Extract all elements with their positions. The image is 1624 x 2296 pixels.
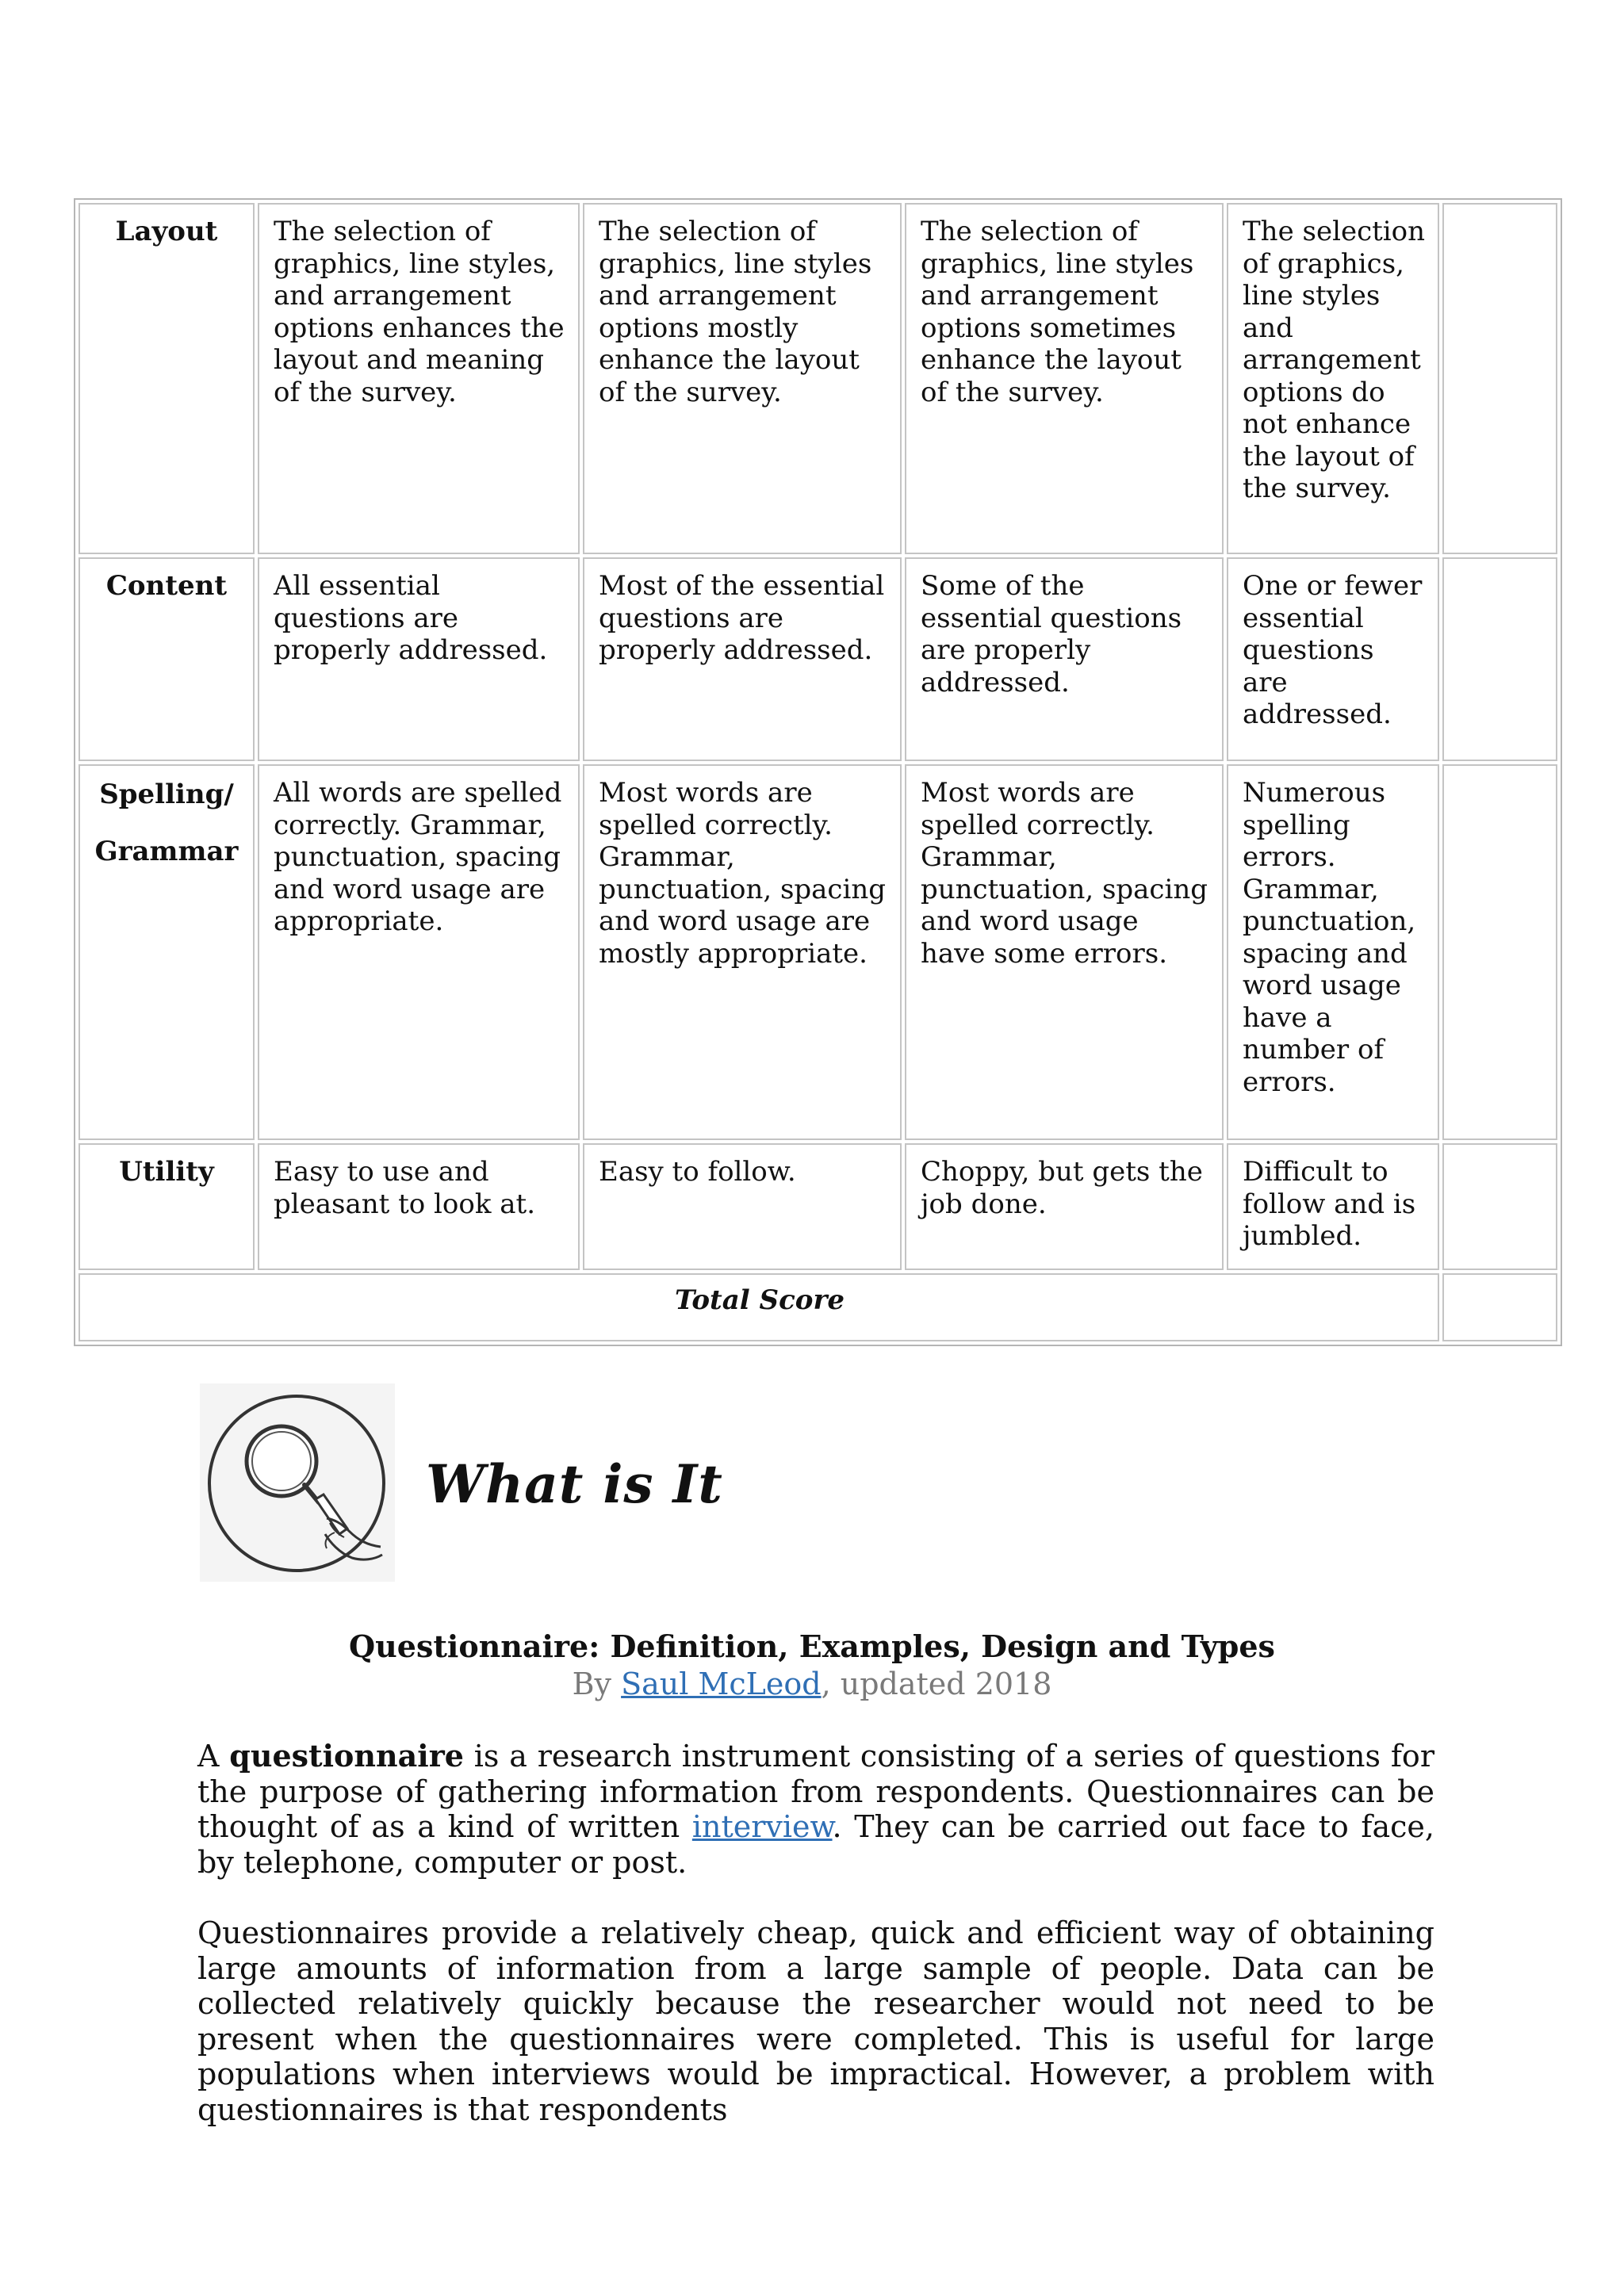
rubric-cell: Easy to use and pleasant to look at. bbox=[258, 1143, 580, 1270]
rubric-cell: Most words are spelled correctly. Grammar, punctuation, spacing and word usage are mostly appropriate. bbox=[583, 764, 902, 1140]
rubric-cell: Some of the essential questions are properly addressed. bbox=[905, 557, 1224, 761]
criterion-cell: Utility bbox=[79, 1143, 255, 1270]
rubric-cell: All essential questions are properly addressed. bbox=[258, 557, 580, 761]
rubric-cell: Numerous spelling errors. Grammar, punctuation, spacing and word usage have a number of errors. bbox=[1227, 764, 1439, 1140]
score-cell bbox=[1442, 764, 1557, 1140]
text: . They can be carried out face to face, by telephone, computer or post. bbox=[197, 1809, 1434, 1880]
rubric-row-utility bbox=[79, 1143, 1557, 1270]
rubric-cell: Choppy, but gets the job done. bbox=[905, 1143, 1224, 1270]
magnifying-glass-icon bbox=[200, 1383, 395, 1582]
bold-term: questionnaire bbox=[229, 1738, 464, 1774]
author-link[interactable]: Saul McLeod bbox=[621, 1667, 822, 1701]
rubric-cell: Difficult to follow and is jumbled. bbox=[1227, 1143, 1439, 1270]
score-cell bbox=[1442, 557, 1557, 761]
article-title: Questionnaire: Definition, Examples, Design and Types bbox=[349, 1628, 1275, 1664]
rubric-row-total bbox=[79, 1273, 1557, 1341]
rubric-cell: The selection of graphics, line styles and arrangement options sometimes enhance the layout of the survey. bbox=[905, 203, 1224, 554]
byline-suffix: , updated 2018 bbox=[821, 1667, 1052, 1701]
rubric-cell: One or fewer essential questions are addressed. bbox=[1227, 557, 1439, 761]
score-cell bbox=[1442, 1143, 1557, 1270]
paragraph-intro bbox=[197, 1739, 1434, 1880]
criterion-cell: Content bbox=[79, 557, 255, 761]
rubric-cell: Most of the essential questions are properly addressed. bbox=[583, 557, 902, 761]
rubric-cell: Easy to follow. bbox=[583, 1143, 902, 1270]
criterion-line: Spelling/ bbox=[99, 779, 234, 810]
score-cell bbox=[1442, 203, 1557, 554]
criterion-line: Grammar bbox=[94, 836, 239, 867]
paragraph-advantages: Questionnaires provide a relatively cheap, quick and efficient way of obtaining large amounts of information from a large sample of people. Data can be collected relatively quickly because the researcher would not need to be present when the questionnaires were completed. This is useful for large populations when interviews would be impractical. However, a problem with questionnaires is that respondents bbox=[197, 1915, 1434, 2127]
interview-link[interactable]: interview bbox=[691, 1809, 833, 1844]
text: is a research instrument consisting of a series of questions for the purpose of gathering information from respondents. Questionnaires can be thought of as a kind of written bbox=[197, 1739, 1434, 1844]
byline-prefix: By bbox=[572, 1667, 622, 1701]
byline bbox=[0, 1665, 1624, 1703]
section-title: What is It bbox=[426, 1453, 723, 1515]
rubric-row-layout bbox=[79, 203, 1557, 554]
criterion-cell bbox=[79, 764, 255, 1140]
criterion-cell: Layout bbox=[79, 203, 255, 554]
text: A bbox=[197, 1739, 230, 1774]
rubric-cell: The selection of graphics, line styles and arrangement options do not enhance the layout of the survey. bbox=[1227, 203, 1439, 554]
total-score-cell bbox=[1442, 1273, 1557, 1341]
rubric-row-spelling-grammar bbox=[79, 764, 1557, 1140]
rubric-cell: Most words are spelled correctly. Grammar, punctuation, spacing and word usage have some errors. bbox=[905, 764, 1224, 1140]
rubric-row-content bbox=[79, 557, 1557, 761]
rubric-cell: All words are spelled correctly. Grammar, punctuation, spacing and word usage are appropriate. bbox=[258, 764, 580, 1140]
total-score-label: Total Score bbox=[79, 1273, 1439, 1341]
rubric-cell: The selection of graphics, line styles and arrangement options mostly enhance the layout of the survey. bbox=[583, 203, 902, 554]
rubric-table bbox=[74, 198, 1562, 1346]
rubric-cell: The selection of graphics, line styles, and arrangement options enhances the layout and meaning of the survey. bbox=[258, 203, 580, 554]
